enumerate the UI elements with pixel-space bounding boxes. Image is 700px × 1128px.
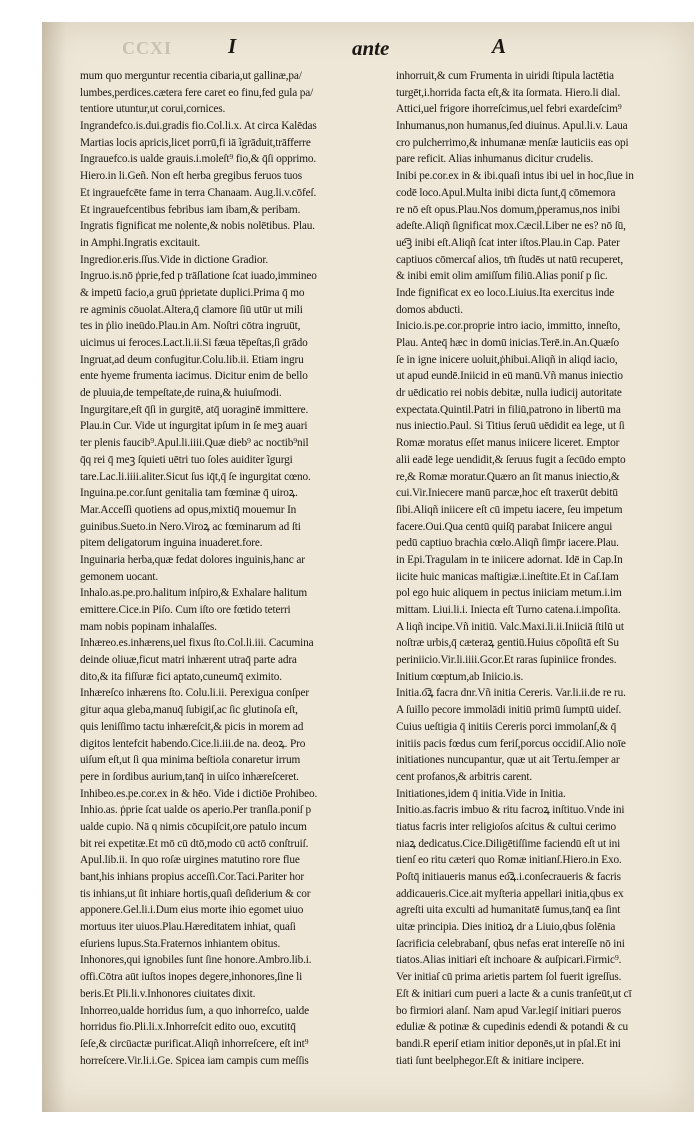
left-column-line: bant,his inhians propius acceſſi.Cor.Taci.Pariter hor bbox=[80, 871, 305, 883]
right-column-line: tiatus facris inter religioſos aſcitus & cultui cerimo bbox=[396, 820, 616, 833]
left-column-line: tes in ṗlio ineūdo.Plau.in Am. Noſtri cōtra ingruūt, bbox=[80, 320, 301, 333]
left-column-line: horridus fio.Pli.li.x.Inhorreſcit edito ouo, excutitq̄ bbox=[80, 1021, 296, 1034]
left-column-line: ente hyeme frumenta iacimus. Dicitur enim de bello bbox=[80, 370, 308, 383]
left-column-line: beris.Et Pli.li.v.Inhonores ciuitates dixit. bbox=[80, 987, 256, 1000]
left-column-line: mum quo merguntur recentia cibaria,ut gallinæ,pa/ bbox=[80, 70, 302, 82]
right-column-line: pare reficit. Alias inhumanus dicitur crudelis. bbox=[396, 153, 594, 166]
folio-number: CCXI bbox=[122, 38, 173, 58]
left-column-line: gemonem uocant. bbox=[80, 570, 159, 583]
left-column-line: Inhæreſco inhærens ſto. Colu.li.ii. Perexigua conſper bbox=[80, 687, 309, 700]
right-column-line: Cuius ueſtigia q̄ initiis Cereris porci immolanſ,& q̄ bbox=[396, 720, 617, 733]
left-column-line: digitos lentefcit habendo.Cice.li.iii.de na. deoꝝ. Pro bbox=[80, 737, 306, 750]
left-column-line: Ingrandefco.is.dui.gradis fio.Col.li.x. At circa Kalēdas bbox=[80, 120, 317, 133]
right-column-line: Initio.as.facris imbuo & ritu facroꝝ inſtituo.Vnde ini bbox=[396, 804, 625, 817]
right-column-line: Plau. Anteq̄ hæc in domū inicias.Terē.in.An.Quæſo bbox=[396, 337, 619, 349]
right-column-line: Initium cœptum,ab Iniicio.is. bbox=[396, 670, 524, 683]
right-column-line: ſibi.Aliqñ iniicere eſt cū impetu iacere, ſeu impetum bbox=[396, 503, 623, 516]
left-column-line: quis leniſſimo tactu inhæreſcit,& picis in morem ad bbox=[80, 720, 304, 733]
right-column-line: Ver initiaſ cū prima arietis partem ſol fuerit igreſſus. bbox=[396, 971, 622, 984]
left-column-line: pitem deligatorum inguina inuaderet.fore. bbox=[80, 537, 263, 550]
left-column-line: Inguinaria herba,quæ fedat dolores inguinis,hanc ar bbox=[80, 553, 305, 566]
right-column-line: tiatos.Alias initiari eſt inchoare & auſpicari.Firmic⁹. bbox=[396, 954, 622, 967]
right-column-line: initiationes nuncupantur, quæ ut ait Tertu.ſemper ar bbox=[396, 754, 620, 767]
right-column-line: initiis pacis fœdus cum feriſ,porcus occidiſ.Alio noīe bbox=[396, 737, 626, 750]
left-column-line: mam nobis popinam inhalaſſes. bbox=[80, 620, 217, 633]
right-column-line: niaꝝ dedicatus.Cice.Diligētiſſime faciendū eſt ut ini bbox=[396, 837, 621, 850]
left-column-line: ualde cupio. Nā q nimis cōcupiſcit,ore patulo incum bbox=[80, 820, 307, 833]
left-column-line: Inhalo.as.pe.pro.halitum inſpiro,& Exhalare halitum bbox=[80, 587, 308, 600]
right-column-line: cro pulcherrimo,& inhumanæ menſæ lauticiis eas opi bbox=[396, 136, 629, 149]
left-column-line: gitur aqua gleba,manuq̄ ſubigiſ,ac ſic glutinoſa eſt, bbox=[80, 704, 298, 717]
left-column-line: apponere.Gel.li.i.Dum eius morte ihio egomet uiuo bbox=[80, 904, 304, 917]
right-column-line: tienſ eo ritu cæteri quo Romæ initianſ.Hiero.in Exo. bbox=[396, 854, 622, 867]
left-column-line: Inhonores,qui ignobiles ſunt ſine honore.Ambro.lib.i. bbox=[80, 954, 312, 967]
left-column-line: dito,& ita fiſſuræ fici aptato,cuneumq̄ eximito. bbox=[80, 670, 282, 683]
right-column-line: agreſti uita exculti ad humanitatē ſumus,tanq̄ ea ſint bbox=[396, 904, 621, 917]
left-column-line: pere in ſordibus aurium,tanq̄ in uiſco inhæreſceret. bbox=[80, 770, 299, 783]
left-column-line: Hiero.in li.Geñ. Non eſt herba gregibus feruos tuos bbox=[80, 170, 303, 183]
left-column-line: tare.Lac.li.iiii.aliter.Sicut ſus iq̄t,q̄ ſe ingurgitat cœno. bbox=[80, 470, 311, 483]
left-column-line: Et ingrauefcēte fame in terra Chanaam. Aug.li.v.cōfeſ. bbox=[80, 186, 317, 199]
left-column-line: Inhibeo.es.pe.cor.ex in & hēo. Vide i dictiōe Prohibeo. bbox=[80, 787, 318, 800]
right-column-line: re nō eſt opus.Plau.Nos domum,ṗperamus,nos inibi bbox=[396, 203, 621, 216]
right-column-line: re,& Romæ moratur.Quæro an ſit manus iniectio,& bbox=[396, 470, 620, 483]
right-column-line: codē loco.Apul.Multa inibi dicta ſunt,q̄ cōmemora bbox=[396, 186, 616, 199]
right-column-line: periniicio.Vir.li.iiii.Gcor.Et raras ſupiniice frondes. bbox=[396, 654, 617, 667]
right-column-line: ue͡ꝫ inibi eſt.Aliqñ ſcat inter iſtos.Plau.in Cap. Pater bbox=[396, 236, 620, 249]
left-column-line: ſeſe,& circūactæ purificat.Aliqñ inhorreſcere, eſt int⁹ bbox=[80, 1037, 309, 1050]
right-column-line: Inde fignificat ex eo loco.Liuius.Ita exercitus inde bbox=[396, 286, 615, 299]
left-column-line: Ingurgitare,eſt q̄ſi in gurgitē, atq̄ uoraginē immittere. bbox=[80, 403, 309, 416]
left-column-line: q̄q rei q̄ meꝫ ſquieti uētri tuo ſoles auiditer ĩgurgi bbox=[80, 453, 293, 466]
left-column-line: uicimus ui feroces.Lact.li.ii.Si fæua tēpeſtas,ſi grādo bbox=[80, 337, 308, 349]
right-column-line: eduliæ & potinæ & cupedinis edendi & potandi & cu bbox=[396, 1021, 629, 1034]
left-column-line: Inguina.pe.cor.ſunt genitalia tam fœminæ q̄ uiroꝝ. bbox=[80, 487, 298, 500]
left-column-line: uiſum eſt,ut ſi qua minima beſtiola conaretur irrum bbox=[80, 754, 301, 767]
header-left-letter: I bbox=[228, 34, 237, 58]
right-column-line: expectata.Quintil.Patri in filiū,patrono in libertū ma bbox=[396, 403, 621, 416]
left-column-line: offi.Cōtra aūt iuſtos inopes degere,inhonores,ſine li bbox=[80, 971, 303, 984]
left-column-line: de pluuia,de tempeſtate,de ruina,& huiuſmodi. bbox=[80, 387, 282, 400]
left-column-line: tis inhians,ut ſit inhiare hortis,quaſi deſiderium & cor bbox=[80, 887, 311, 900]
left-column-line: Mar.Acceſſi quotiens ad opus,mixtiq̄ mouemur In bbox=[80, 503, 297, 516]
right-column-line: iicite huic manicas maſtigiæ.i.ineſtite.Et in Caſ.Iam bbox=[396, 570, 619, 583]
right-column-line: dr uēdicatio rei nobis debitæ, nulla iudicij autoritate bbox=[396, 387, 622, 400]
right-column-line: domos abducti. bbox=[396, 303, 463, 316]
right-column-line: noſtræ urbis,q̄ cæteraꝝ gentiū.Huius cōpoſitā eſt Su bbox=[396, 637, 619, 650]
left-column-line: & impetū facio,a gruū ṗprietate duplici.Prima q̄ mo bbox=[80, 286, 305, 299]
right-column-line: ſacrificia celebrabanſ, qbus nefas erat intereſſe nō ini bbox=[396, 937, 625, 950]
left-column-line: Ingratis fignificat me nolente,& nobis nolētibus. Plau. bbox=[80, 220, 315, 233]
right-column-line: Initiationes,idem q̄ initia.Vide in Initia. bbox=[396, 787, 566, 800]
header-right-letter: A bbox=[492, 34, 507, 58]
right-column-line: Initia.o͡ꝝ facra dnr.Vñ initia Cereris. Var.li.ii.de re ru. bbox=[396, 687, 626, 700]
left-column-line: emittere.Cice.in Piſo. Cum iſto ore fœtido teterri bbox=[80, 604, 291, 616]
right-column-line: cui.Vir.Iniecere manū parcæ,hoc eſt traxerūt debitū bbox=[396, 487, 618, 500]
right-column-line: & inibi emit olim amiſſum filiū.Alias poniſ p ſic. bbox=[396, 270, 608, 283]
left-column-line: eſuriens lupus.Sta.Fraternos inhiantem obitus. bbox=[80, 937, 281, 950]
left-column-line: Ingredior.eris.ſſus.Vide in dictione Gradior. bbox=[80, 253, 269, 266]
right-column-line: turgēt,i.horrida facta eſt,& ita ſormata. Hiero.li dial. bbox=[396, 86, 621, 99]
right-column-line: mittam. Liui.li.i. Iniecta eſt Turno catena.i.impoſita. bbox=[396, 604, 621, 616]
right-column-line: alii eadē lege uendidit,& ſeruus fugit a ſecūdo empto bbox=[396, 453, 626, 466]
left-column-line: Ingrauefco.is ualde grauis.i.moleſt⁹ fio,& q̄ſi opprimo. bbox=[80, 153, 317, 166]
right-column-line: Poſtq̄ initiaueris manus eo͡ꝝ.i.conſecraueris & facris bbox=[396, 871, 621, 883]
right-column-line: A ſuillo pecore immolādi initiū primū ſumptū uideſ. bbox=[396, 704, 622, 717]
left-column-line: Et ingrauefcentibus febribus iam ibam,& peribam. bbox=[80, 203, 301, 216]
right-column-line: captiuos cōmercaſ alios, tm̄ ſtudēs ut natū recuperet, bbox=[396, 253, 624, 266]
left-column-line: tentiore utuntur,ut corui,cornices. bbox=[80, 103, 226, 116]
left-column-line: Ingruo.is.nō ṗprie,fed p trāſlatione ſcat iuado,immineo bbox=[80, 270, 317, 283]
left-column-line: in Amphi.Ingratis excitauit. bbox=[80, 236, 201, 249]
right-column-line: Inicio.is.pe.cor.proprie intro iacio, immitto, inneſto, bbox=[396, 320, 621, 333]
right-column-line: adeſte.Aliqñ ſignificat mox.Cæcil.Liber ne es? nō ſū, bbox=[396, 220, 626, 233]
left-column-line: Ingruat,ad deum confugitur.Colu.lib.ii. Etiam ingru bbox=[80, 353, 304, 366]
right-column-line: addicaueris.Cice.ait myſteria appellari initia,qbus ex bbox=[396, 887, 624, 900]
left-column-line: Martias locis apricis,licet porrū,fi iā ĩgrāduit,trāfferre bbox=[80, 136, 311, 149]
right-column-line: cent profanos,& arbitris carent. bbox=[396, 770, 533, 783]
left-column-line: guinibus.Sueto.in Nero.Viroꝝ ac fœminarum ad ſti bbox=[80, 520, 301, 533]
left-column-line: deinde oliuæ,ficut matri inhærent utraq̄ parte adra bbox=[80, 654, 297, 667]
left-column-line: Apul.lib.ii. In quo roſæ uirgines matutino rore flue bbox=[80, 854, 300, 867]
right-column-line: ſe in igne inicere uoluit,ṗhibui.Aliqñ in aliqd iacio, bbox=[396, 353, 618, 366]
right-column-line: Romæ moratus eſſet manus iniicere liceret. Emptor bbox=[396, 437, 620, 450]
left-column-line: Plau.in Cur. Vide ut ingurgitat ipſum in ſe meꝫ auari bbox=[80, 420, 308, 433]
right-column-line: in Epi.Tragulam in te iniicere adornat. Idē in Cap.In bbox=[396, 553, 623, 566]
right-column-line: inhorruit,& cum Frumenta in uiridi ſtipula lactētia bbox=[396, 70, 614, 82]
right-column-line: A liqñ incipe.Vñ initiū. Valc.Maxi.li.ii.Iniiciā ſtilū ut bbox=[396, 620, 624, 633]
left-column-line: lumbes,perdices.cætera fere caret eo finu,fed gula pa/ bbox=[80, 86, 314, 99]
right-column-line: ut apud eundē.Iniicid in eū manū.Vñ manus iniectio bbox=[396, 370, 623, 383]
left-column-line: ter plenis faucib⁹.Apul.li.iiii.Quæ dieb⁹ ac noctib⁹nil bbox=[80, 437, 309, 450]
left-text-column bbox=[80, 68, 380, 1067]
page-gutter-shadow bbox=[42, 22, 66, 1112]
right-column-line: Inibi pe.cor.ex in & ibi.quaſi intus ibi uel in hoc,ſiue in bbox=[396, 170, 634, 183]
right-column-line: tiati ſunt beelphegor.Eſt & initiare incipere. bbox=[396, 1054, 584, 1067]
right-column-line: nus iniectio.Paul. Si Titius ſeruū uēdidit ea lege, ut ſi bbox=[396, 420, 625, 433]
right-column-line: bandi.R eperiſ etiam initior deponēs,ut in pſal.Et ini bbox=[396, 1037, 621, 1050]
right-column-line: uitæ principia. Dies initioꝝ dr a Liuio,qbus ſolēnia bbox=[396, 921, 616, 934]
right-column-line: Eſt & initiari cum pueri a lacte & a cunis tranſeūt,ut cī bbox=[396, 987, 632, 1000]
right-column-line: bo firmiori alanſ. Nam apud Var.legiſ initiari pueros bbox=[396, 1004, 621, 1017]
left-column-line: re agminis cōuolat.Altera,q̄ clamore ſiū utūr ut mili bbox=[80, 303, 303, 316]
left-column-line: Inhæreo.es.inhærens,uel fixus ſto.Col.li.iii. Cacumina bbox=[80, 637, 314, 650]
running-header bbox=[42, 32, 694, 66]
right-column-line: facere.Oui.Qua centū quiſq̄ parabat Iniicere angui bbox=[396, 520, 613, 533]
right-column-line: pedū captiuo brachia cœlo.Aliqñ ſimp̄r iacere.Plau. bbox=[396, 537, 619, 550]
right-column-line: Attici,uel frigore ihorreſcimus,uel febri exardeſcim⁹ bbox=[396, 103, 622, 116]
left-column-line: Inhio.as. ṗprie ſcat ualde os aperio.Per tranſla.poniſ p bbox=[80, 804, 311, 817]
left-column-line: bit rei expetitæ.Et mō cū dtō,modo cū actō conſtruiſ. bbox=[80, 837, 309, 850]
page bbox=[42, 22, 694, 1112]
header-center-word: ante bbox=[352, 36, 390, 60]
right-column-line: pol ego huic aliquem in pectus iniiciam metum.i.im bbox=[396, 587, 622, 600]
right-text-column bbox=[396, 68, 681, 1067]
left-column-line: mortuus iter uiuos.Plau.Hæreditatem inhiat, quaſi bbox=[80, 921, 296, 934]
left-column-line: horreſcere.Vir.li.i.Ge. Spicea iam campis cum meſſis bbox=[80, 1054, 309, 1067]
left-column-line: Inhorreo,ualde horridus ſum, a quo inhorreſco, ualde bbox=[80, 1004, 310, 1017]
right-column-line: Inhumanus,non humanus,ſed diuinus. Apul.li.v. Laua bbox=[396, 120, 628, 133]
